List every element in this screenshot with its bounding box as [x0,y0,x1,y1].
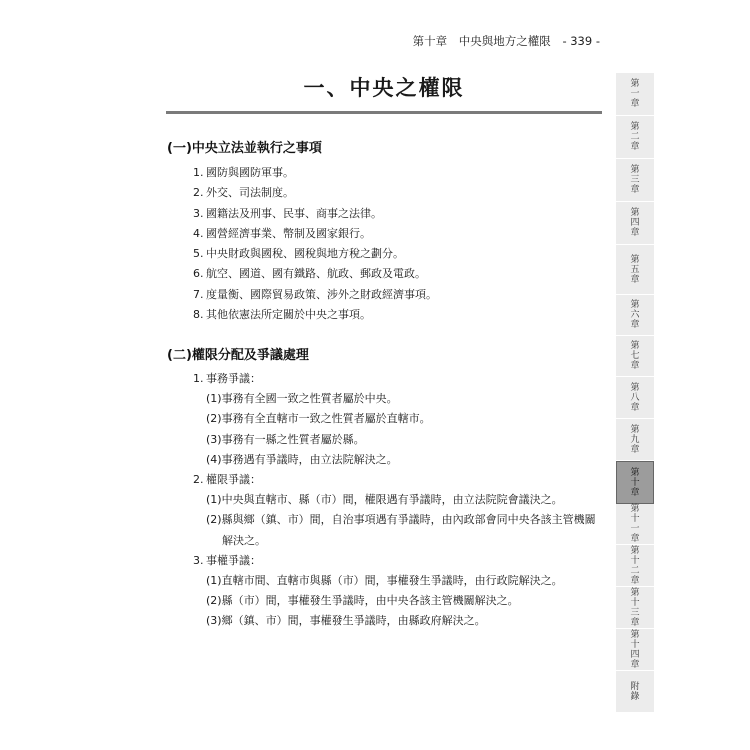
chapter-tab-char: 四 [630,649,640,660]
chapter-tab-char: 十 [630,639,640,650]
list-item [193,244,437,264]
chapter-tab-char: 三 [630,175,640,185]
sub-item: (1)中央與直轄市、縣（市）間，權限遇有爭議時，由立法院院會議決之。 [206,493,563,507]
chapter-tab-char: 十 [630,477,640,488]
page-number: - 339 - [562,34,600,48]
list-item-text: 國營經濟事業、幣制及國家銀行。 [206,226,371,240]
chapter-tab-char: 九 [630,434,640,445]
section1-list [193,163,437,325]
list-item-text: 其他依憲法所定關於中央之事項。 [206,308,371,322]
sub-item: (3)鄉（鎮、市）間，事權發生爭議時，由縣政府解決之。 [206,614,486,628]
chapter-tab-char: 第 [630,382,640,393]
chapter-tab-char: 章 [630,617,640,628]
chapter-tab-char: 一 [630,89,640,99]
chapter-tab-char: 第 [630,165,640,175]
section-heading-1: (一)中央立法並執行之事項 [167,141,322,156]
list-item [193,285,437,305]
chapter-tab-char: 第 [630,503,640,514]
chapter-tab-char: 第 [630,208,640,218]
chapter-tab-char: 章 [630,659,640,670]
list-item-number: 8. [193,308,204,322]
chapter-tab-char: 章 [630,228,640,238]
chapter-tab-char: 章 [630,361,640,371]
chapter-tab-char: 第 [630,341,640,351]
list-item [193,183,437,203]
list-item [193,163,437,183]
group-number: 1. [193,372,204,385]
list-item [193,204,437,224]
list-item-number: 5. [193,247,204,261]
header-title: 中央與地方之權限 [458,34,551,48]
list-item-text: 外交、司法制度。 [206,186,294,200]
title-divider [166,111,602,114]
sub-item: (2)事務有全直轄市一致之性質者屬於直轄市。 [206,412,431,426]
chapter-tab-8[interactable] [616,377,654,419]
chapter-tab-char: 七 [630,351,640,361]
chapter-tab-13[interactable] [616,587,654,629]
chapter-tab-char: 十 [630,513,640,524]
list-item-number: 7. [193,287,204,301]
list-item-number: 2. [193,186,204,200]
chapter-tab-10[interactable] [616,461,654,504]
chapter-tab-14[interactable] [616,629,654,671]
list-item-text: 國籍法及刑事、民事、商事之法律。 [206,206,382,220]
list-item-number: 1. [193,166,204,179]
group-number: 2. [193,472,204,486]
chapter-tab-char: 第 [630,629,640,640]
chapter-tab-char: 章 [630,533,640,544]
chapter-tab-char: 第 [630,545,640,556]
list-item-text: 國防與國防軍事。 [206,166,294,179]
chapter-tab-1[interactable] [616,73,654,116]
sub-item-continuation: 解決之。 [222,533,266,547]
chapter-tab-char: 章 [630,487,640,498]
chapter-tab-5[interactable] [616,245,654,295]
chapter-tab-char: 四 [630,218,640,228]
chapter-tab-char: 章 [630,99,640,109]
chapter-tab-char: 第 [630,79,640,89]
chapter-tab-char: 章 [630,575,640,586]
list-item-text: 航空、國道、國有鐵路、航政、郵政及電政。 [206,267,426,281]
chapter-tab-4[interactable] [616,202,654,245]
chapter-tab-char: 十 [630,555,640,566]
sub-item: (1)直轄市間、直轄市與縣（市）間，事權發生爭議時，由行政院解決之。 [206,573,563,587]
chapter-tab-char: 五 [630,264,640,275]
chapter-tab-char: 第 [630,254,640,265]
chapter-tab-6[interactable] [616,295,654,336]
chapter-tab-9[interactable] [616,419,654,461]
list-item-number: 3. [193,206,204,220]
chapter-tab-char: 章 [630,142,640,152]
chapter-tab-char: 錄 [630,691,640,702]
group-number: 3. [193,553,204,567]
list-item-number: 6. [193,267,204,281]
chapter-tab-3[interactable] [616,159,654,202]
sub-item: (1)事務有全國一致之性質者屬於中央。 [206,392,398,406]
chapter-tab-char: 第 [630,467,640,478]
sub-item: (2)縣（市）間，事權發生爭議時，由中央各該主管機關解決之。 [206,594,519,608]
list-item-text: 度量衡、國際貿易政策、涉外之財政經濟事項。 [206,287,437,301]
list-item [193,264,437,284]
chapter-tab-char: 章 [630,274,640,285]
group-heading [193,369,596,389]
list-item-text: 中央財政與國稅、國稅與地方稅之劃分。 [206,247,404,261]
chapter-tab-char: 一 [630,523,640,534]
chapter-tab-char: 八 [630,392,640,403]
chapter-tab-char: 第 [630,424,640,435]
sub-item: (3)事務有一縣之性質者屬於縣。 [206,432,365,446]
group-heading [193,551,596,571]
chapter-tab-char: 十 [630,597,640,608]
list-item [193,224,437,244]
chapter-tab-char: 第 [630,300,640,310]
sub-item: (4)事務遇有爭議時，由立法院解決之。 [206,452,398,466]
page-title-block [166,68,602,112]
group-title: 事務爭議： [206,372,261,385]
header-chapter: 第十章 [412,34,448,48]
chapter-tab-11[interactable] [616,503,654,545]
sub-item: (2)縣與鄉（鎮、市）間，自治事項遇有爭議時，由內政部會同中央各該主管機關 [206,513,596,527]
chapter-tab-sidebar [616,73,654,713]
group-heading [193,470,596,490]
chapter-tab-2[interactable] [616,116,654,159]
chapter-tab-char: 第 [630,587,640,598]
chapter-tab-char: 六 [630,310,640,320]
chapter-tab-char: 章 [630,320,640,330]
chapter-tab-char: 第 [630,122,640,132]
section-heading-2: (二)權限分配及爭議處理 [167,348,309,363]
chapter-tab-15[interactable] [616,671,654,713]
list-item [193,305,437,325]
chapter-tab-char: 二 [630,565,640,576]
section2-list [193,369,596,631]
group-title: 事權爭議： [206,553,261,567]
chapter-tab-char: 章 [630,444,640,455]
chapter-tab-12[interactable] [616,545,654,587]
chapter-tab-char: 章 [630,402,640,413]
chapter-tab-7[interactable] [616,336,654,377]
group-title: 權限爭議： [206,472,261,486]
running-header [0,33,600,49]
chapter-tab-char: 三 [630,607,640,618]
list-item-number: 4. [193,226,204,240]
chapter-tab-char: 二 [630,132,640,142]
chapter-tab-char: 附 [630,681,640,692]
page-title: 一、中央之權限 [303,76,465,100]
chapter-tab-char: 章 [630,185,640,195]
